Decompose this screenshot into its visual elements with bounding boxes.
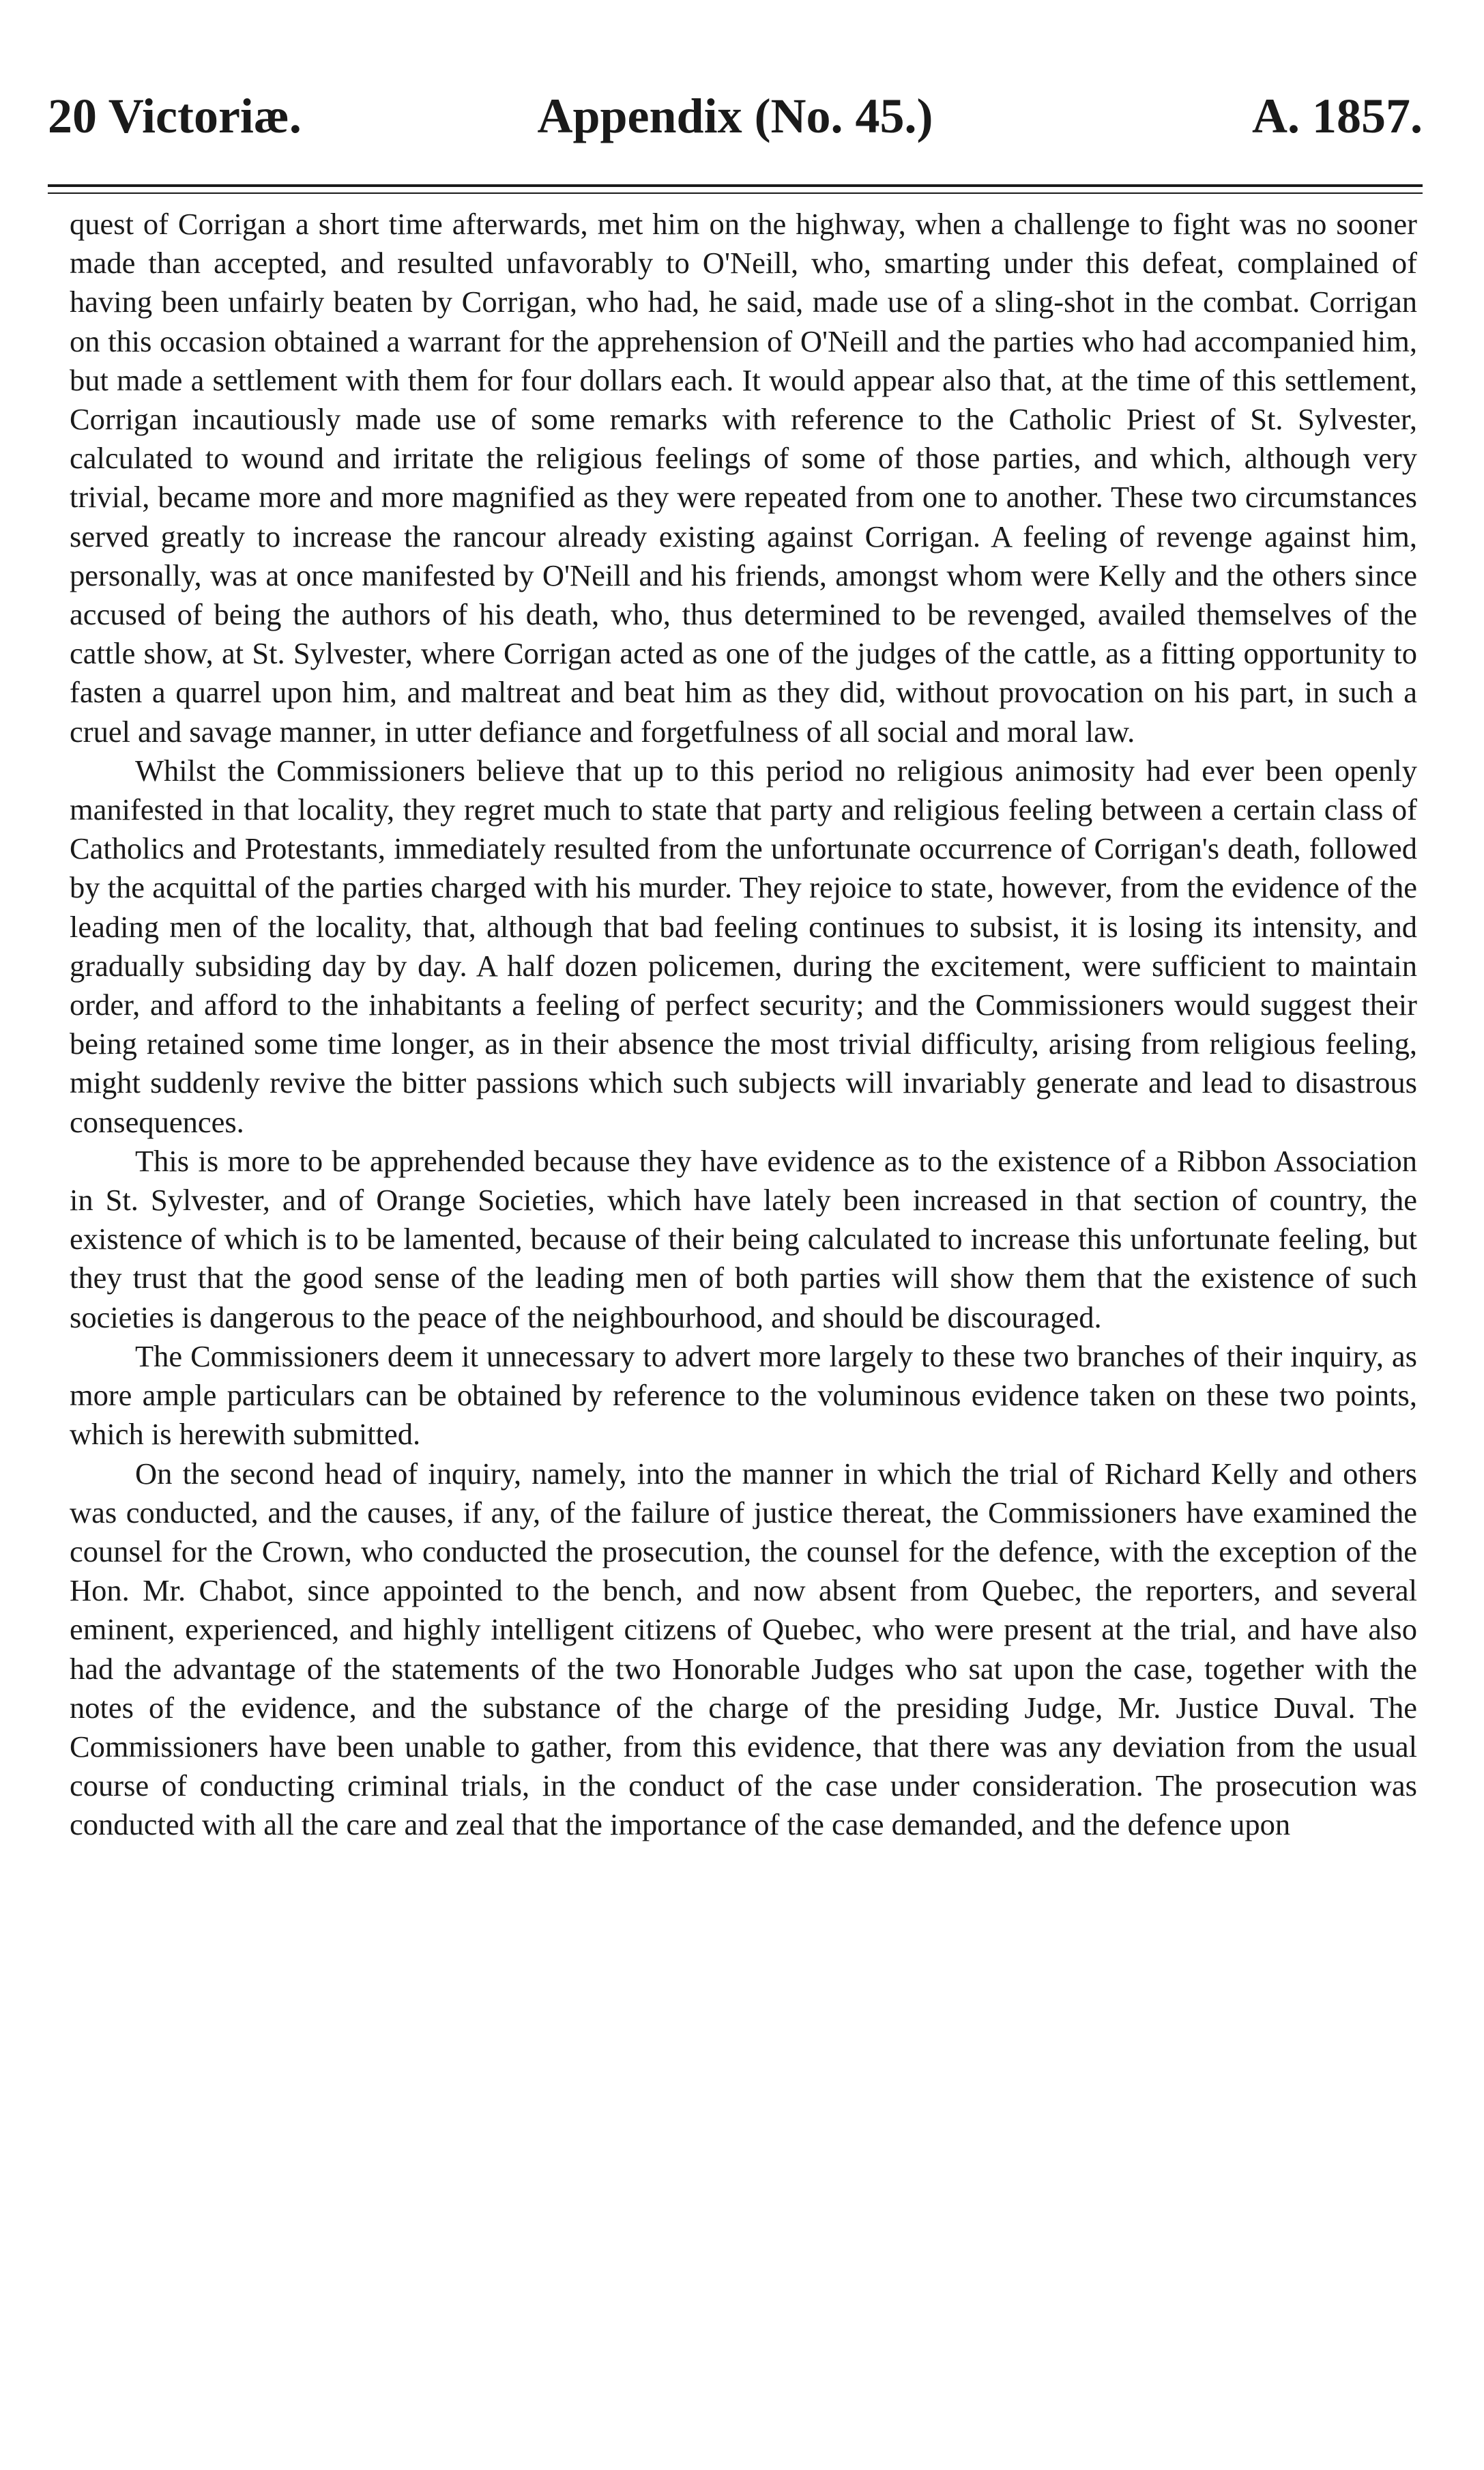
running-header [48,82,1423,150]
header-right: A. 1857. [1252,89,1423,143]
body-text [70,205,1417,1845]
paragraph-3: This is more to be apprehended because they have evidence as to the existence of a Ribbon Association in St. Sylvester, and of Orange Societies, which have lately been increased in that section of country, the existence of which is to be lamented, because of their being calculated to increase this unfortunate feeling, but they trust that the good sense of the leading men of both parties will show them that the existence of such societies is dangerous to the peace of the neighbourhood, and should be discouraged. [70,1143,1417,1334]
header-rule-thin [48,192,1423,194]
paragraph-4: The Commissioners deem it unnecessary to advert more largely to these two branches of their inquiry, as more ample particulars can be obtained by reference to the voluminous evidence taken on these two points, which is herewith submitted. [70,1338,1417,1452]
header-rule-thick [48,184,1423,187]
paragraph-5: On the second head of inquiry, namely, into the manner in which the trial of Richard Kelly and others was conducted, and the causes, if any, of the failure of justice thereat, the Commissioners have examined the counsel for the Crown, who conducted the prosecution, the counsel for the defence, with the exception of the Hon. Mr. Chabot, since appointed to the bench, and now absent from Quebec, the reporters, and several eminent, experienced, and highly intelligent citizens of Quebec, who were present at the trial, and have also had the advantage of the statements of the two Honorable Judges who sat upon the case, together with the notes of the evidence, and the substance of the charge of the presiding Judge, Mr. Justice Duval. The Commissioners have been unable to gather, from this evidence, that there was any deviation from the usual course of conducting criminal trials, in the conduct of the case under consideration. The prosecution was conducted with all the care and zeal that the importance of the case demanded, and the defence upon [70,1456,1417,1842]
paragraph-2: Whilst the Commissioners believe that up to this period no religious animosity had ever been openly manifested in that locality, they regret much to state that party and religious feeling between a certain class of Catholics and Protestants, immediately resulted from the unfortunate occurrence of Corrigan's death, followed by the acquittal of the parties charged with his murder. They rejoice to state, however, from the evidence of the leading men of the locality, that, although that bad feeling continues to subsist, it is losing its intensity, and gradually subsiding day by day. A half dozen policemen, during the excitement, were sufficient to maintain order, and afford to the inhabitants a feeling of perfect security; and the Commissioners would suggest their being retained some time longer, as in their absence the most trivial difficulty, arising from religious feeling, might suddenly revive the bitter passions which such subjects will invariably generate and lead to disastrous consequences. [70,753,1417,1139]
paragraph-1: quest of Corrigan a short time afterwards, met him on the highway, when a challenge to fight was no sooner made than accepted, and resulted unfavorably to O'Neill, who, smarting under this defeat, complained of having been unfairly beaten by Corrigan, who had, he said, made use of a sling-shot in the combat. Corrigan on this occasion obtained a warrant for the apprehension of O'Neill and the parties who had accompanied him, but made a settlement with them for four dollars each. It would appear also that, at the time of this settlement, Corrigan incautiously made use of some remarks with reference to the Catholic Priest of St. Sylvester, calculated to wound and irritate the religious feelings of some of those parties, and which, although very trivial, became more and more magnified as they were repeated from one to another. These two circumstances served greatly to increase the rancour already existing against Corrigan. A feeling of revenge against him, personally, was at once manifested by O'Neill and his friends, amongst whom were Kelly and the others since accused of being the authors of his death, who, thus determined to be revenged, availed themselves of the cattle show, at St. Sylvester, where Corrigan acted as one of the judges of the cattle, as a fitting opportunity to fasten a quarrel upon him, and maltreat and beat him as they did, without provocation on his part, in such a cruel and savage manner, in utter defiance and forgetfulness of all social and moral law. [70,207,1417,749]
header-center: Appendix (No. 45.) [537,89,933,143]
header-left: 20 Victoriæ. [48,89,302,143]
